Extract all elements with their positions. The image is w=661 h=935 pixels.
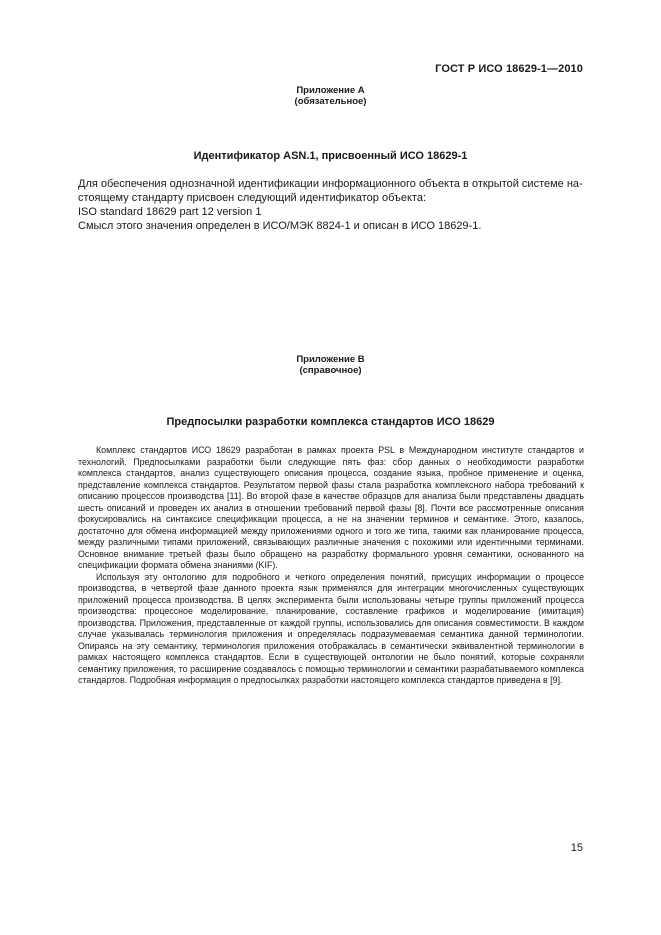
annex-a-status: (обязательное) xyxy=(294,96,367,107)
annex-b-paragraph-1: Комплекс стандартов ИСО 18629 разработан в рамках проекта PSL в Международном институте стандартов и технологий. Предпосылками разработки были следующие пять фаз: сбор данных о необходимости разработки комплекса стандартов, анализ существующего описания процесса, создание языка, пробное применение и оценка, представление комплекса стандартов. Результатом первой фазы стала разработка комплексного набора требований к описанию процессов производства [11]. Во второй фазе в качестве образцов для анализа были представлены двадцать шесть описаний и проведен их анализ в отношении требований первой фазы [8]. Почти все рассмотренные описания фокусировались на синтаксисе спецификации процесса, а не на значении терминов и семантике. Этого, казалось, достаточно для обмена информацией между приложениями одного и того же типа, такими как планирование процесса, между различными типами приложений, связывающих различные значения с похожими или идентичными терминами. Основное внимание третьей фазы было обращено на разработку формального уровня семантики, основанного на спецификации формата обмена знаниями (KIF). xyxy=(78,445,584,570)
annex-a-identifier: ISO standard 18629 part 12 version 1 xyxy=(78,206,262,218)
annex-b-body xyxy=(78,445,584,687)
annex-a-body xyxy=(78,177,584,233)
annex-b-paragraph-2: Используя эту онтологию для подробного и четкого определения понятий, присущих информации о процессе производства, в четвертой фазе данного проекта язык применялся для интеграции многочисленных существующих приложений процесса производства. В целях эксперимента были использованы четыре группы приложений процесса производства: процессное моделирование, планирование, составление графиков и моделирование (имитация) производства. Приложения, представленные от каждой группы, использовались для описания совместимости. В каждом случае указывалась терминология приложения и определялась подразумеваемая семантика данной терминологии. Опираясь на эту семантику, терминология приложения отображалась в семантически эквивалентной терминологии в рамках настоящего комплекса стандартов. Если в существующей онтологии не было понятий, которые сохраняли семантику приложения, то расширение создавалось с помощью терминологии и семантики разрабатываемого комплекса стандартов. Подробная информация о предпосылках разработки настоящего комплекса стандартов приведена в [9]. xyxy=(78,571,584,685)
annex-b-title: Предпосылки разработки комплекса стандартов ИСО 18629 xyxy=(166,416,495,428)
annex-b-heading xyxy=(0,354,661,376)
annex-a-label: Приложение А xyxy=(296,85,365,96)
annex-b-status: (справочное) xyxy=(299,365,362,376)
annex-a-intro-line1: Для обеспечения однозначной идентификации информационного объекта в открытой системе на- xyxy=(78,178,583,190)
annex-a-meaning: Смысл этого значения определен в ИСО/МЭК 8824-1 и описан в ИСО 18629-1. xyxy=(78,220,482,232)
page-number: 15 xyxy=(570,842,583,854)
annex-b-label: Приложение В xyxy=(296,354,365,365)
annex-a-heading xyxy=(0,85,661,107)
annex-a-title: Идентификатор ASN.1, присвоенный ИСО 18629-1 xyxy=(193,150,468,162)
standard-code-header: ГОСТ Р ИСО 18629-1—2010 xyxy=(435,63,583,75)
annex-a-intro-line2: стоящему стандарту присвоен следующий идентификатор объекта: xyxy=(78,192,427,204)
